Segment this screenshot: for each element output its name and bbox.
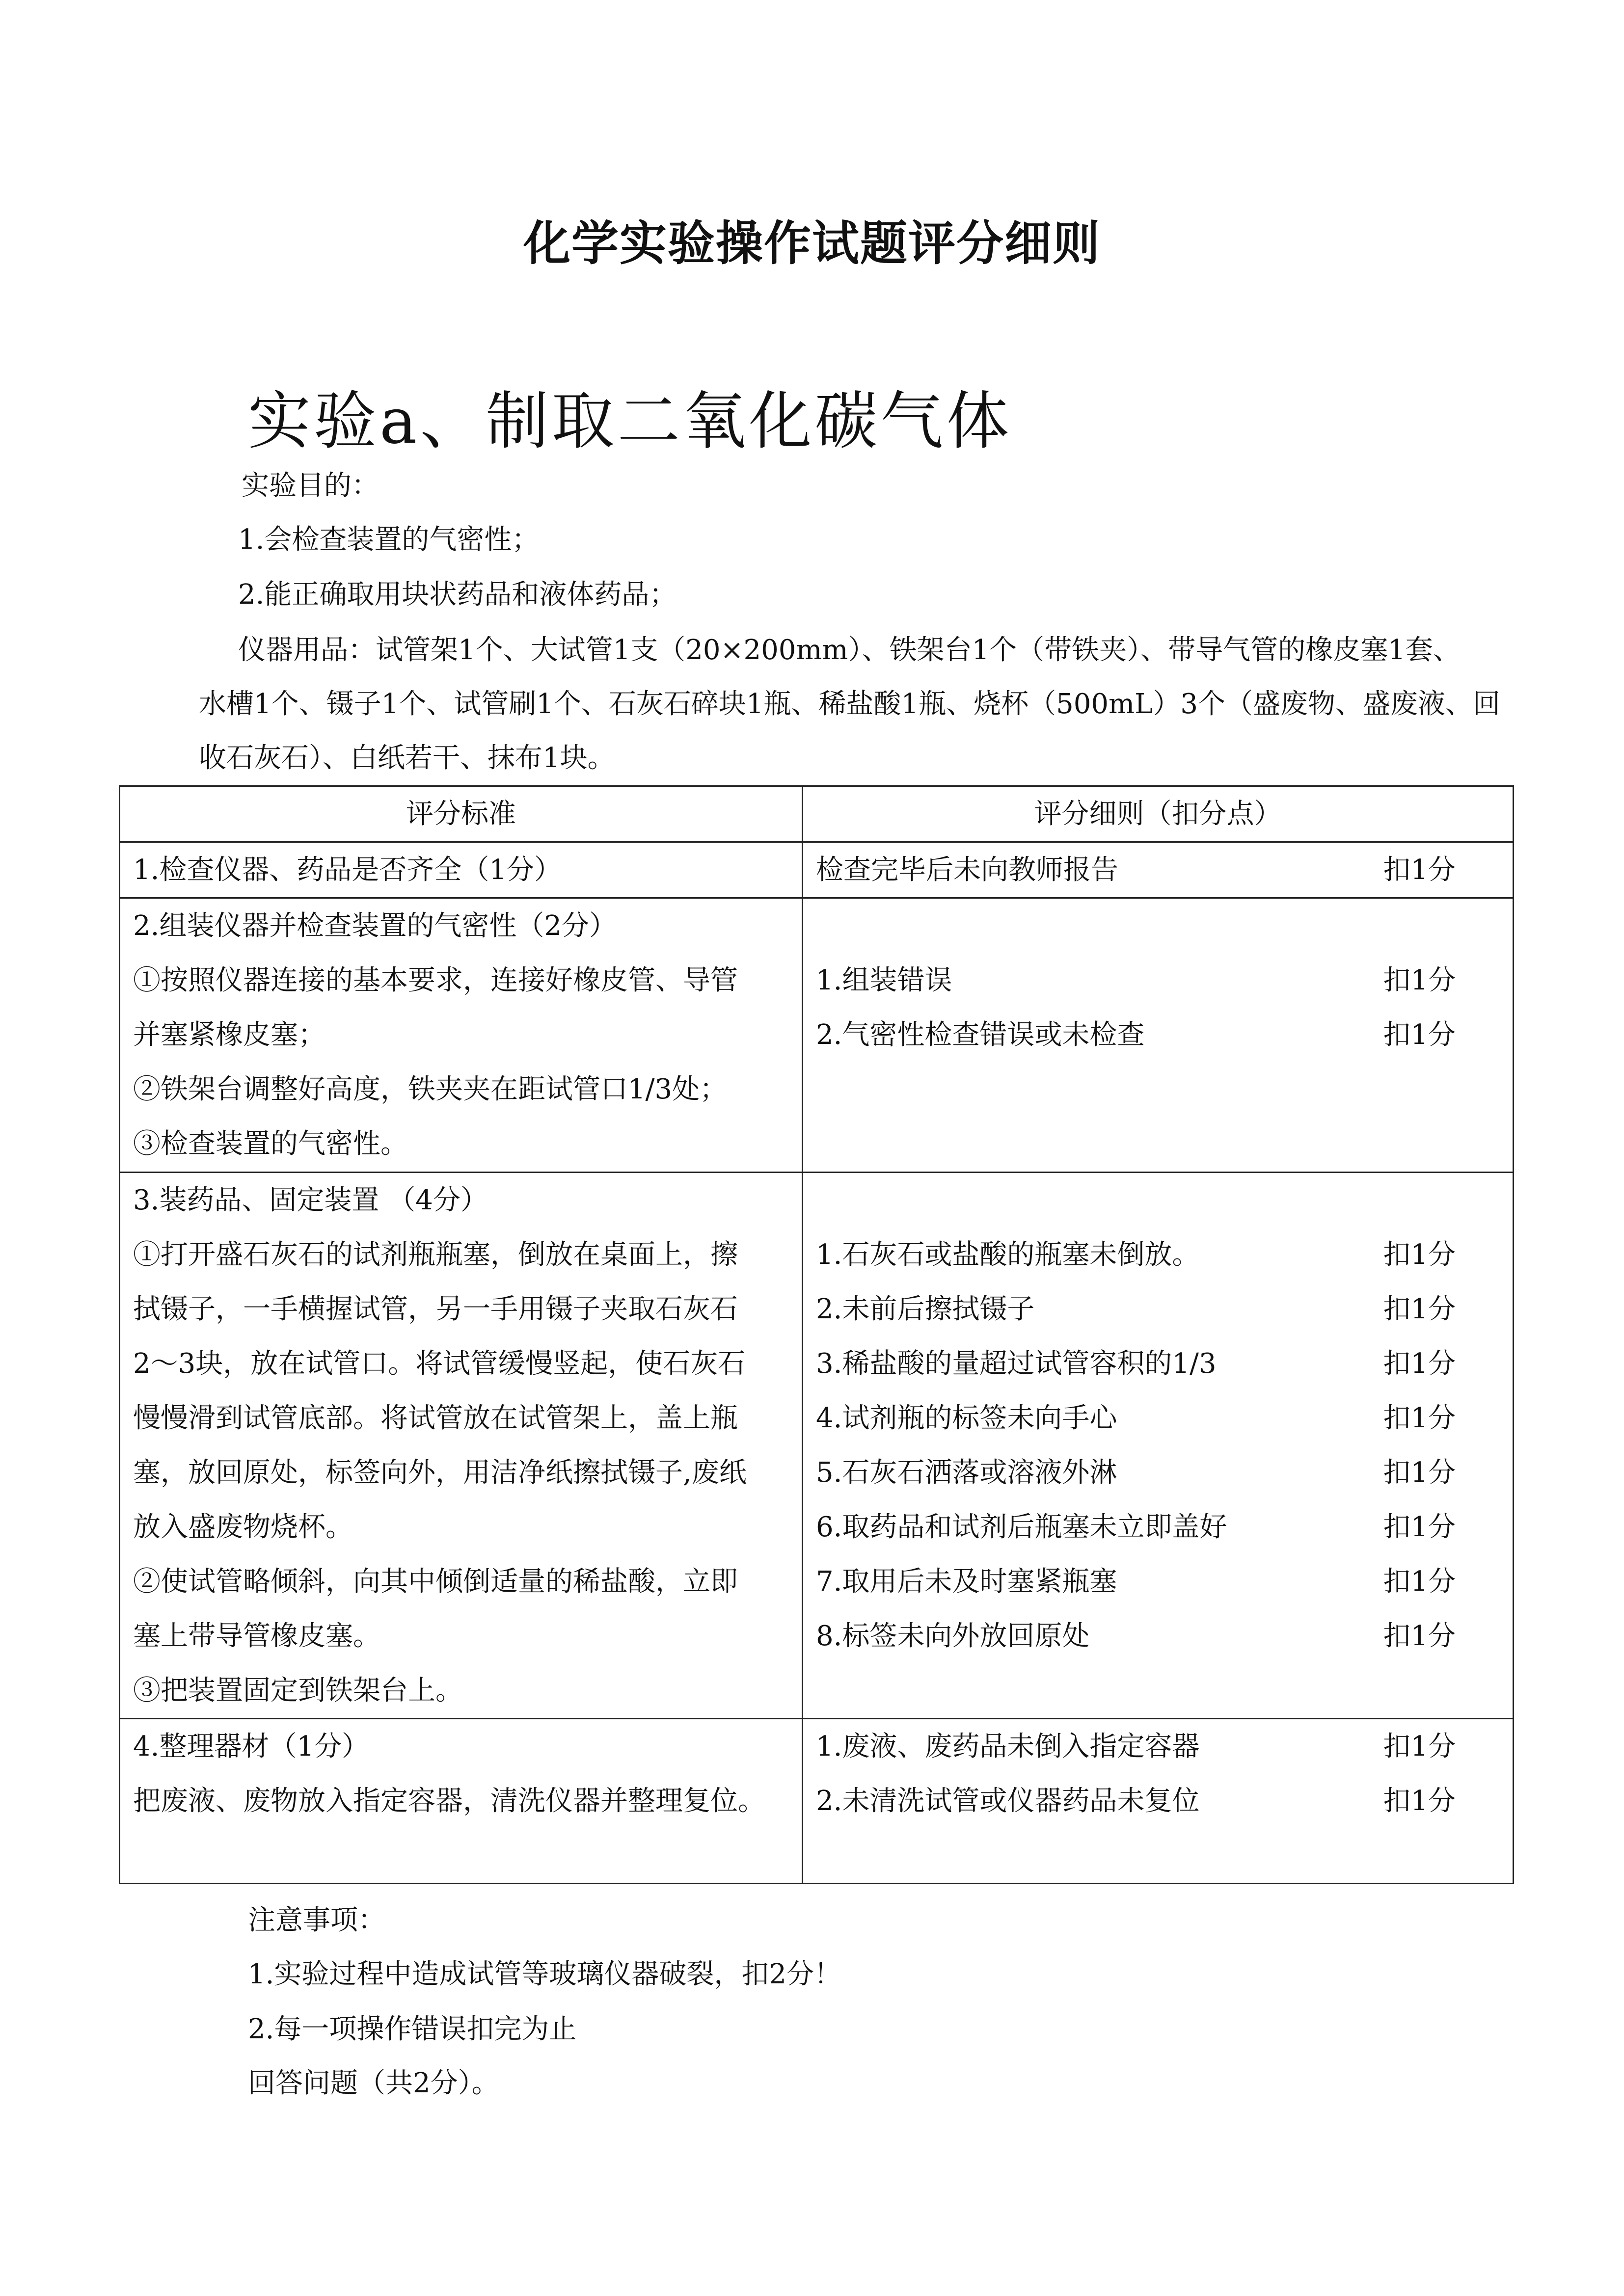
table-row bbox=[120, 1719, 1514, 1884]
deduction-cell bbox=[803, 898, 1514, 1173]
criteria-line: ③把装置固定到铁架台上。 bbox=[133, 1675, 463, 1707]
purpose-item: 2.能正确取用块状药品和液体药品； bbox=[238, 579, 677, 611]
deduction-item bbox=[816, 1336, 1500, 1391]
deduction-text: 7.取用后未及时塞紧瓶塞 bbox=[816, 1566, 1117, 1598]
deduction-text: 检查完毕后未向教师报告 bbox=[816, 854, 1118, 886]
deduction-points: 扣1分 bbox=[1383, 1293, 1456, 1325]
deduction-points: 扣1分 bbox=[1383, 1402, 1456, 1434]
criteria-line: ①按照仪器连接的基本要求，连接好橡皮管、导管 bbox=[133, 964, 738, 996]
scoring-table bbox=[119, 785, 1514, 1884]
table-row bbox=[120, 1173, 1514, 1719]
deduction-item bbox=[816, 1719, 1500, 1774]
deduction-points: 扣1分 bbox=[1383, 1731, 1456, 1762]
deduction-text: 1.组装错误 bbox=[816, 964, 952, 996]
criteria-line: 放入盛废物烧杯。 bbox=[133, 1511, 353, 1543]
deduction-text: 4.试剂瓶的标签未向手心 bbox=[816, 1402, 1117, 1434]
deduction-cell bbox=[803, 1173, 1514, 1719]
deduction-text: 5.石灰石洒落或溶液外淋 bbox=[816, 1457, 1117, 1489]
deduction-text: 2.气密性检查错误或未检查 bbox=[816, 1019, 1145, 1051]
note-item: 1.实验过程中造成试管等玻璃仪器破裂，扣2分！ bbox=[248, 1958, 842, 1990]
criteria-line: 并塞紧橡皮塞； bbox=[133, 1019, 325, 1051]
document-title: 化学实验操作试题评分细则 bbox=[523, 216, 1101, 271]
deduction-points: 扣1分 bbox=[1383, 854, 1456, 886]
equipment-line: 水槽1个、镊子1个、试管刷1个、石灰石碎块1瓶、稀盐酸1瓶、烧杯（500mL）3个（盛废物、盛废液、回 bbox=[199, 688, 1500, 720]
deduction-text: 2.未清洗试管或仪器药品未复位 bbox=[816, 1785, 1200, 1817]
deduction-points: 扣1分 bbox=[1383, 1348, 1456, 1380]
deduction-item bbox=[816, 1282, 1500, 1336]
table-row bbox=[120, 898, 1514, 1173]
criteria-line: 慢慢滑到试管底部。将试管放在试管架上，盖上瓶 bbox=[133, 1402, 738, 1434]
deduction-item bbox=[816, 1554, 1500, 1609]
criteria-line: 2～3块，放在试管口。将试管缓慢竖起，使石灰石 bbox=[133, 1348, 746, 1380]
deduction-text: 3.稀盐酸的量超过试管容积的1/3 bbox=[816, 1348, 1217, 1380]
criteria-line: 2.组装仪器并检查装置的气密性（2分） bbox=[133, 910, 617, 942]
table-row bbox=[120, 842, 1514, 898]
deduction-text: 1.废液、废药品未倒入指定容器 bbox=[816, 1731, 1200, 1762]
deduction-item bbox=[816, 1391, 1500, 1445]
deduction-points: 扣1分 bbox=[1383, 1239, 1456, 1271]
criteria-cell bbox=[120, 1719, 803, 1884]
deduction-points: 扣1分 bbox=[1383, 1785, 1456, 1817]
criteria-line: 3.装药品、固定装置 （4分） bbox=[133, 1184, 488, 1216]
deduction-text: 2.未前后擦拭镊子 bbox=[816, 1293, 1035, 1325]
criteria-line: 把废液、废物放入指定容器，清洗仪器并整理复位。 bbox=[133, 1785, 765, 1817]
deduction-item bbox=[816, 1609, 1500, 1663]
criteria-line: ②铁架台调整好高度，铁夹夹在距试管口1/3处； bbox=[133, 1073, 728, 1105]
criteria-line: ②使试管略倾斜，向其中倾倒适量的稀盐酸，立即 bbox=[133, 1566, 738, 1598]
experiment-title: 实验a、制取二氧化碳气体 bbox=[248, 385, 1012, 458]
deduction-points: 扣1分 bbox=[1383, 1019, 1456, 1051]
deduction-cell bbox=[803, 1719, 1514, 1884]
purpose-item: 1.会检查装置的气密性； bbox=[238, 524, 540, 556]
deduction-text: 6.取药品和试剂后瓶塞未立即盖好 bbox=[816, 1511, 1227, 1543]
notes-heading: 注意事项： bbox=[248, 1904, 385, 1936]
criteria-line: 塞上带导管橡皮塞。 bbox=[133, 1620, 380, 1652]
deduction-item bbox=[816, 1500, 1500, 1554]
note-item: 2.每一项操作错误扣完为止 bbox=[248, 2013, 577, 2045]
deduction-text: 8.标签未向外放回原处 bbox=[816, 1620, 1090, 1652]
deduction-points: 扣1分 bbox=[1383, 1457, 1456, 1489]
deduction-points: 扣1分 bbox=[1383, 1620, 1456, 1652]
header-criteria: 评分标准 bbox=[120, 786, 803, 842]
criteria-cell bbox=[120, 898, 803, 1173]
deduction-text: 1.石灰石或盐酸的瓶塞未倒放。 bbox=[816, 1239, 1200, 1271]
purpose-heading: 实验目的： bbox=[242, 470, 379, 502]
criteria-line: 拭镊子，一手横握试管，另一手用镊子夹取石灰石 bbox=[133, 1293, 738, 1325]
criteria-line: 1.检查仪器、药品是否齐全（1分） bbox=[133, 854, 562, 886]
deduction-cell bbox=[803, 842, 1514, 898]
deduction-item bbox=[816, 1445, 1500, 1500]
header-deductions: 评分细则（扣分点） bbox=[803, 786, 1514, 842]
equipment-line: 仪器用品：试管架1个、大试管1支（20×200mm）、铁架台1个（带铁夹）、带导气管的橡皮塞1套、 bbox=[238, 634, 1461, 666]
deduction-item bbox=[816, 1774, 1500, 1828]
note-item: 回答问题（共2分）。 bbox=[248, 2067, 499, 2099]
criteria-cell bbox=[120, 842, 803, 898]
deduction-points: 扣1分 bbox=[1383, 1511, 1456, 1543]
deduction-points: 扣1分 bbox=[1383, 964, 1456, 996]
deduction-points: 扣1分 bbox=[1383, 1566, 1456, 1598]
deduction-item bbox=[816, 953, 1500, 1008]
criteria-line: ③检查装置的气密性。 bbox=[133, 1128, 408, 1160]
criteria-line: 4.整理器材（1分） bbox=[133, 1731, 370, 1762]
criteria-cell bbox=[120, 1173, 803, 1719]
deduction-item bbox=[816, 843, 1500, 897]
criteria-line: 塞，放回原处，标签向外，用洁净纸擦拭镊子,废纸 bbox=[133, 1457, 747, 1489]
criteria-line: ①打开盛石灰石的试剂瓶瓶塞，倒放在桌面上，擦 bbox=[133, 1239, 738, 1271]
equipment-line: 收石灰石）、白纸若干、抹布1块。 bbox=[199, 742, 615, 774]
deduction-item bbox=[816, 1008, 1500, 1062]
table-header-row bbox=[120, 786, 1514, 842]
deduction-item bbox=[816, 1228, 1500, 1282]
